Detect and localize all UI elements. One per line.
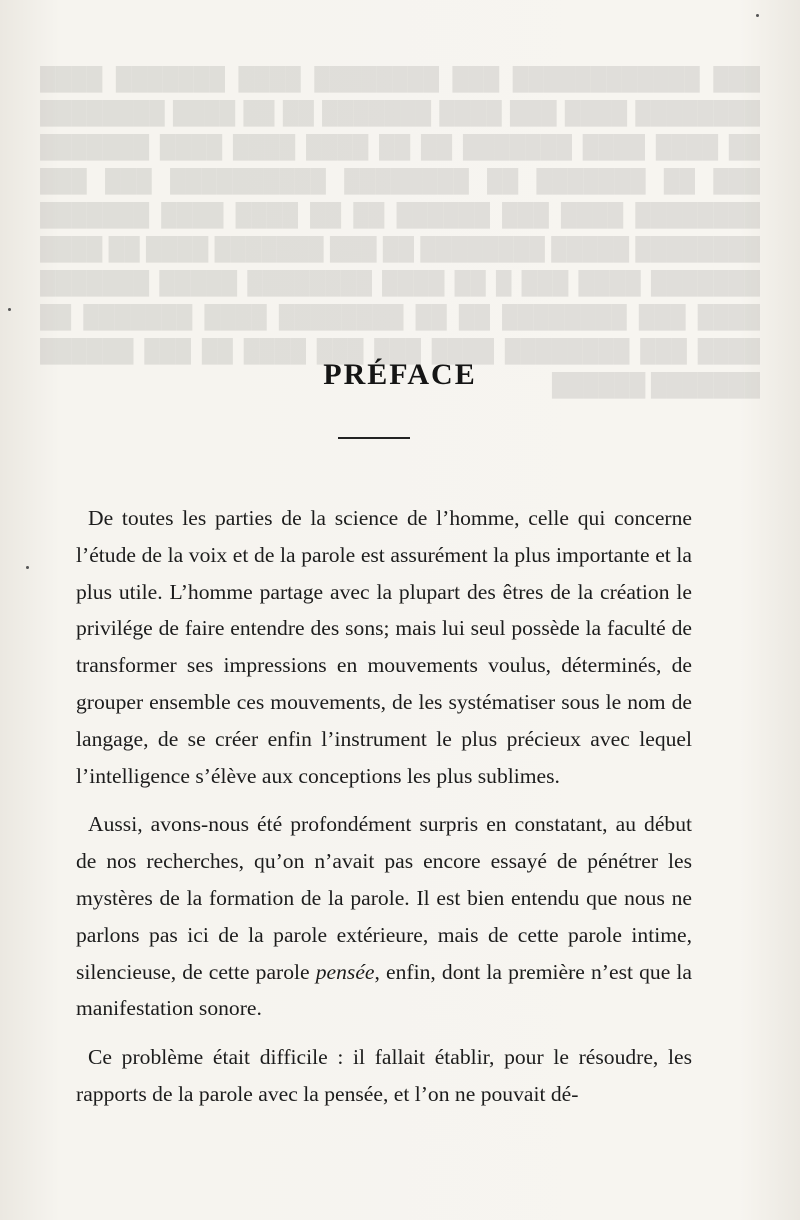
- show-through-texture: ███ ████████████ ███ ████████ ████ ███████ ████ ████████ ████ ███ ████ ███████ ██ ██ ████ ████████ ██ ████ ████ ███████ ██ ██ ████ ████ ████ ███████ ███ ██ ███████ ██ ████████ ██████████ ███ ███ ████████ ████ ███ ██████ ██ ██ ████ ████ ███████ ████████ █████ ████████ ██ ███ ███████ ████ ██ ████ ███████ ████ ███ █ ██ ████ ████████ █████ ███████ ████ ███ ████████ ██ ██ ████████ ████ ███████ ██ ████ ███ ████████ ████ ███ ███ ████ ██ ███ ██████ ███████ ██████: [40, 66, 760, 397]
- title-rule: [338, 437, 410, 439]
- body-text: [76, 500, 692, 1125]
- page-title: PRÉFACE: [323, 358, 477, 391]
- emphasized-word: pensée: [315, 959, 375, 984]
- paragraph-text: , enfin, dont la première n’est que la manifestation sonore.: [76, 959, 692, 1021]
- paragraph: [76, 806, 692, 1027]
- ink-speck: [756, 14, 759, 17]
- paragraph-text: Aussi, avons-nous été profondément surpris en constatant, au début de nos recherches, qu’on n’avait pas encore essayé de pénétrer les mystères de la formation de la parole. Il est bien entendu que nous ne parlons pas ici de la parole extérieure, mais de cette parole intime, silencieuse, de cette parole: [76, 812, 692, 984]
- paragraph: Ce problème était difficile : il fallait établir, pour le résoudre, les rapports de la parole avec la pensée, et l’on ne pouvait dé-: [76, 1045, 692, 1106]
- ink-speck: [8, 308, 11, 311]
- paragraph: De toutes les parties de la science de l’homme, celle qui concerne l’étude de la voix et de la parole est assurément la plus importante et la plus utile. L’homme partage avec la plupart des êtres de la création le privilége de faire entendre des sons; mais lui seul possède la faculté de transformer ses impressions en mouvements voulus, déterminés, de grouper ensemble ces mouvements, de les systématiser sous le nom de langage, de se créer enfin l’instrument le plus précieux avec lequel l’intelligence s’élève aux conceptions les plus sublimes.: [76, 506, 692, 788]
- ink-speck: [26, 566, 29, 569]
